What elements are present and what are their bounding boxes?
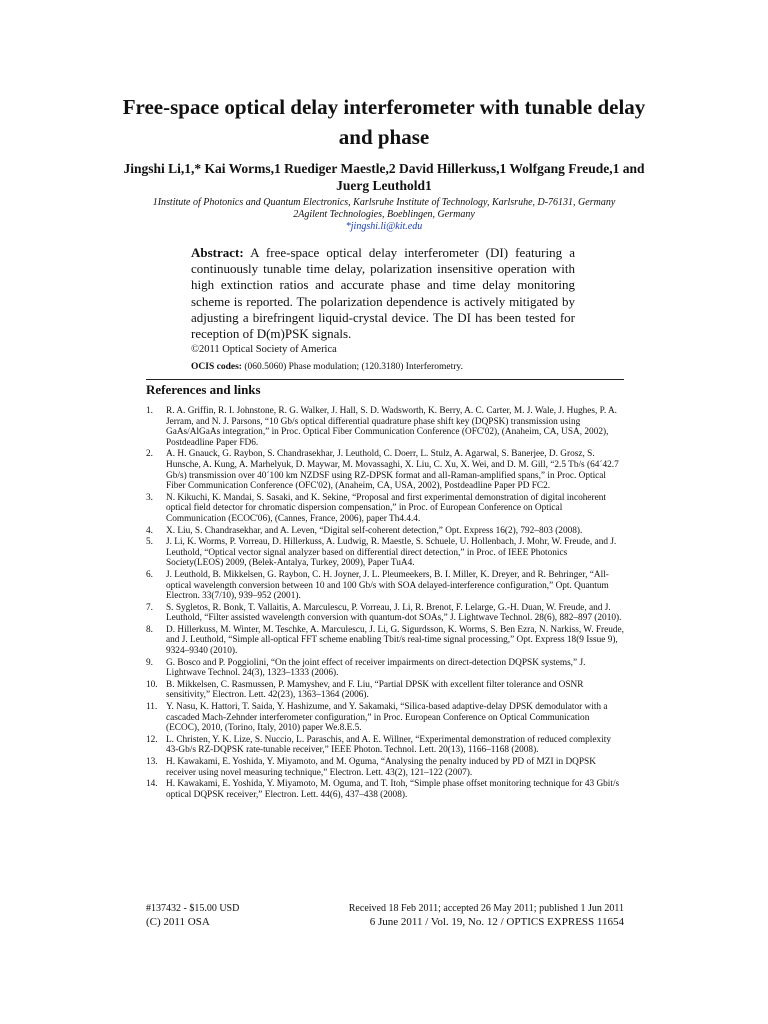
reference-number: 12. (146, 734, 158, 745)
reference-number: 8. (146, 624, 153, 635)
reference-number: 4. (146, 525, 153, 536)
reference-number: 2. (146, 449, 153, 460)
reference-number: 10. (146, 679, 158, 690)
reference-number: 6. (146, 569, 153, 580)
reference-text: G. Bosco and P. Poggiolini, “On the joint effect of receiver impairments on direct-detection DQPSK systems,” J. Lightwave Technol. 24(3), 1323–1333 (2006). (166, 657, 586, 679)
references-list (146, 406, 624, 801)
affiliation-1: 1Institute of Photonics and Quantum Electronics, Karlsruhe Institute of Technology, Karlsruhe, D-76131, Germany (152, 197, 616, 208)
reference-item (146, 603, 624, 624)
reference-text: L. Christen, Y. K. Lize, S. Nuccio, L. Paraschis, and A. E. Willner, “Experimental demonstration of reduced complexity 43-Gb/s RZ-DQPSK rate-tunable receiver,” IEEE Photon. Technol. Lett. 20(13), 1166–1168 (2008). (166, 734, 611, 756)
journal-citation: 6 June 2011 / Vol. 19, No. 12 / OPTICS EXPRESS 11654 (369, 916, 624, 928)
references-heading: References and links (146, 382, 261, 397)
reference-number: 7. (146, 602, 153, 613)
reference-item (146, 493, 624, 525)
manuscript-id-price: #137432 - $15.00 USD (146, 903, 240, 914)
reference-text: R. A. Griffin, R. I. Johnstone, R. G. Walker, J. Hall, S. D. Wadsworth, K. Berry, A. C. Carter, M. J. Wale, J. Hughes, P. A. Jerram, and N. J. Parsons, “10 Gb/s optical differential quadrature phase shift key (DQPSK) transmission using GaAs/AlGaAs integration,” in Proc. Optical Fiber Communication Conference (OFC'02), (Anaheim, CA, USA, 2002), Postdeadline Paper FD6. (166, 406, 617, 448)
reference-item (146, 757, 624, 778)
reference-item (146, 625, 624, 657)
copyright-notice: ©2011 Optical Society of America (191, 344, 337, 355)
reference-text: J. Li, K. Worms, P. Vorreau, D. Hillerkuss, A. Ludwig, R. Maestle, S. Schuele, U. Hollenbach, J. Mohr, W. Freude, and J. Leuthold, “Optical vector signal analyzer based on differential direct detection,” in Proc. of IEEE Photonics Society(LEOS) 2009, (Belek-Antalya, Turkey, 2009), Paper TuA4. (166, 537, 617, 569)
reference-item (146, 406, 624, 448)
reference-number: 14. (146, 779, 158, 790)
reference-item (146, 537, 624, 569)
footer-line-1 (146, 903, 624, 915)
affiliation-2: 2Agilent Technologies, Boeblingen, Germany (293, 209, 475, 220)
reference-text: J. Leuthold, B. Mikkelsen, G. Raybon, C. H. Joyner, J. L. Pleumeekers, B. I. Miller, K. Dreyer, and R. Behringer, “All-optical wavelength conversion between 10 and 100 Gb/s with SOA delayed-interference configuration,” Opt. Quantum Electron. 33(7/10), 939–952 (2001). (166, 569, 609, 602)
reference-number: 1. (146, 406, 153, 416)
ocis-text: (060.5060) Phase modulation; (120.3180) Interferometry. (244, 362, 463, 372)
footer-line-2 (146, 916, 624, 929)
reference-item (146, 735, 624, 756)
reference-text: B. Mikkelsen, C. Rasmussen, P. Mamyshev, and F. Liu, “Partial DPSK with excellent filter tolerance and OSNR sensitivity,” Electron. Lett. 42(23), 1363–1364 (2006). (166, 679, 584, 701)
ocis-label: OCIS codes: (191, 362, 242, 372)
reference-text: Y. Nasu, K. Hattori, T. Saida, Y. Hashizume, and Y. Sakamaki, “Silica-based adaptive-delay DPSK demodulator with a cascaded Mach-Zehnder interferometer configuration,” in Proc. European Conference on Optical Communication (ECOC), 2010, (Torino, Italy, 2010) paper We.8.E.5. (166, 702, 608, 734)
abstract-label: Abstract: (191, 245, 244, 260)
reference-text: D. Hillerkuss, M. Winter, M. Teschke, A. Marculescu, J. Li, G. Sigurdsson, K. Worms, S. Ben Ezra, N. Narkiss, W. Freude, and J. Leuthold, “Simple all-optical FFT scheme enabling Tbit/s real-time signal processing,” Opt. Express 18(9 Issue 9), 9324–9340 (2010). (166, 624, 625, 657)
reference-item (146, 658, 624, 679)
reference-text: A. H. Gnauck, G. Raybon, S. Chandrasekhar, J. Leuthold, C. Doerr, L. Stulz, A. Agarwal, S. Banerjee, D. Grosz, S. Hunsche, A. Kung, A. Marhelyuk, D. Maywar, M. Movassaghi, X. Liu, C. Xu, X. Wei, and D. M. Gill, “2.5 Tb/s (64´42.7 Gb/s) transmission over 40´100 km NZDSF using RZ-DPSK format and all-Raman-amplified spans,” in Proc. Optical Fiber Communication Conference (OFC'02), (Anaheim, CA, USA, 2002), Postdeadline Paper PD FC2. (166, 449, 619, 492)
reference-item (146, 702, 624, 734)
abstract (191, 245, 575, 342)
reference-text: S. Sygletos, R. Bonk, T. Vallaitis, A. Marculescu, P. Vorreau, J. Li, R. Brenot, F. Lelarge, G.-H. Duan, W. Freude, and J. Leuthold, “Filter assisted wavelength conversion with quantum-dot SOAs,” J. Lightwave Technol. 28(6), 882–897 (2010). (166, 602, 622, 624)
reference-text: X. Liu, S. Chandrasekhar, and A. Leven, “Digital self-coherent detection,” Opt. Express 16(2), 792–803 (2008). (166, 525, 583, 536)
reference-number: 3. (146, 492, 153, 503)
reference-text: H. Kawakami, E. Yoshida, Y. Miyamoto, and M. Oguma, “Analysing the penalty induced by PD of MZI in DQPSK receiver using novel measuring technique,” Electron. Lett. 43(2), 121–122 (2007). (166, 757, 596, 778)
reference-number: 11. (146, 702, 158, 713)
author-list: Jingshi Li,1,* Kai Worms,1 Ruediger Maestle,2 David Hillerkuss,1 Wolfgang Freude,1 and Juerg Leuthold1 (123, 161, 645, 193)
corresponding-email[interactable]: *jingshi.li@kit.edu (345, 221, 423, 232)
paper-title: Free-space optical delay interferometer with tunable delay and phase (122, 95, 646, 149)
abstract-text: A free-space optical delay interferometer (DI) featuring a continuously tunable time delay, polarization insensitive operation with high extinction ratios and accurate phase and time delay monitoring scheme is reported. The polarization dependence is actively mitigated by adjusting a birefringent liquid-crystal device. The DI has been tested for reception of D(m)PSK signals. (191, 245, 575, 342)
ocis-codes (191, 361, 575, 373)
reference-item (146, 680, 624, 701)
reference-item (146, 526, 624, 537)
reference-number: 9. (146, 657, 153, 668)
section-divider (146, 379, 624, 380)
reference-number: 5. (146, 537, 153, 548)
publication-dates: Received 18 Feb 2011; accepted 26 May 2011; published 1 Jun 2011 (348, 903, 624, 914)
reference-number: 13. (146, 757, 158, 767)
footer-copyright: (C) 2011 OSA (146, 916, 210, 928)
reference-item (146, 449, 624, 491)
reference-item (146, 779, 624, 800)
reference-text: N. Kikuchi, K. Mandai, S. Sasaki, and K. Sekine, “Proposal and first experimental demonstration of digital incoherent optical field detector for chromatic dispersion compensation,” in Proc. of European Conference on Optical Communication (ECOC'06), (Cannes, France, 2006), paper Th4.4.4. (166, 492, 606, 524)
reference-item (146, 570, 624, 602)
reference-text: H. Kawakami, E. Yoshida, Y. Miyamoto, M. Oguma, and T. Itoh, “Simple phase offset monitoring technique for 43 Gbit/s optical DQPSK receiver,” Electron. Lett. 44(6), 437–438 (2008). (166, 779, 620, 800)
